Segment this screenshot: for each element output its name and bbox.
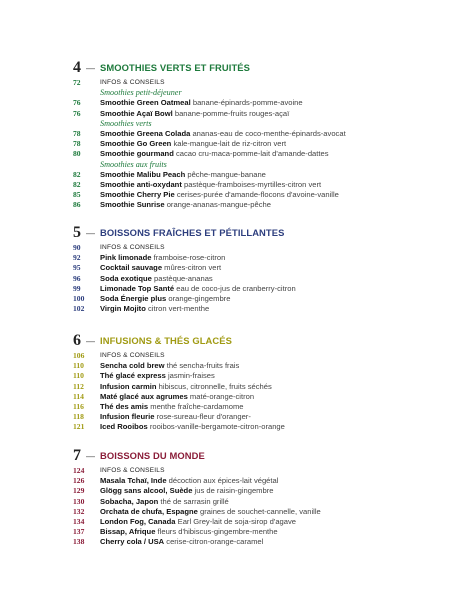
toc-entry — [0, 304, 450, 314]
toc-entry — [0, 412, 450, 422]
page-number: 100 — [73, 294, 85, 303]
section-header — [0, 448, 450, 466]
recipe-name: Limonade Top Santé — [100, 283, 175, 293]
info-entry — [0, 351, 450, 361]
recipe-name: Virgin Mojito — [100, 304, 146, 314]
recipe-name: Smoothie Malibu Peach — [100, 169, 186, 179]
entry-text — [100, 422, 285, 432]
section-dash: — — [86, 336, 95, 346]
recipe-ingredients: décoction aux épices-lait végétal — [168, 476, 279, 486]
subsection-heading — [0, 119, 450, 129]
page-number: 90 — [73, 243, 81, 252]
page-number: 95 — [73, 263, 81, 273]
recipe-name: Iced Rooibos — [100, 422, 148, 432]
recipe-ingredients: banane-épinards-pomme-avoine — [192, 98, 303, 108]
recipe-name: Smoothie Açaï Bowl — [100, 108, 173, 118]
section-dash: — — [86, 63, 95, 73]
toc-entry — [0, 402, 450, 412]
recipe-ingredients: eau de coco-jus de cranberry-citron — [176, 283, 296, 293]
entry-text — [100, 274, 213, 284]
toc-entry — [0, 139, 450, 149]
toc-entry — [0, 527, 450, 537]
recipe-ingredients: jasmin-fraises — [167, 371, 215, 381]
entry-text — [100, 170, 266, 180]
recipe-ingredients: thé sencha-fruits frais — [166, 361, 240, 371]
entry-text — [100, 476, 278, 486]
page-number: 82 — [73, 180, 81, 189]
subsection-label: Smoothies verts — [100, 118, 152, 128]
recipe-ingredients: mûres-citron vert — [164, 263, 222, 273]
entry-text — [100, 486, 273, 496]
page-number: 110 — [73, 371, 84, 381]
recipe-ingredients: ananas-eau de coco-menthe-épinards-avocat — [192, 129, 346, 138]
recipe-ingredients: graines de souchet-cannelle, vanille — [200, 506, 321, 516]
section-number: 6 — [73, 332, 81, 349]
page-number: 72 — [73, 78, 81, 87]
page-number: 85 — [73, 190, 81, 200]
entry-text — [100, 517, 296, 527]
recipe-ingredients: banane-pomme-fruits rouges-açaï — [174, 108, 290, 118]
entry-text — [100, 263, 221, 273]
recipe-name: Masala Tchaï, Inde — [100, 476, 167, 486]
toc-entry — [0, 253, 450, 263]
toc-entry — [0, 284, 450, 294]
page-number: 76 — [73, 98, 81, 108]
recipe-ingredients: kale-mangue-lait de riz-citron vert — [173, 139, 287, 149]
entry-text — [100, 527, 278, 537]
subsection-heading — [0, 160, 450, 170]
entry-text — [100, 149, 329, 159]
entry-text — [100, 284, 296, 294]
section-number: 7 — [73, 447, 81, 464]
section-header — [0, 225, 450, 243]
recipe-name: Pink limonade — [100, 253, 152, 263]
recipe-ingredients: Earl Grey-lait de soja-sirop d'agave — [177, 517, 297, 526]
info-label: INFOS & CONSEILS — [100, 467, 165, 474]
recipe-ingredients: orange-gingembre — [168, 294, 231, 303]
entry-text — [100, 129, 346, 139]
toc-entry — [0, 476, 450, 486]
page-number: 78 — [73, 139, 81, 149]
page-number: 121 — [73, 422, 85, 432]
page-number: 92 — [73, 253, 81, 263]
recipe-name: London Fog, Canada — [100, 517, 176, 526]
section-title: SMOOTHIES VERTS ET FRUITÉS — [100, 62, 251, 73]
toc-entry — [0, 274, 450, 284]
recipe-name: Infusion carmin — [100, 381, 157, 391]
recipe-ingredients: fleurs d'hibiscus-gingembre-menthe — [157, 527, 278, 537]
page-number: 126 — [73, 476, 85, 486]
page-number: 78 — [73, 129, 81, 138]
subsection-heading — [0, 88, 450, 98]
toc-entry — [0, 200, 450, 210]
recipe-name: Infusion fleurie — [100, 412, 155, 422]
recipe-name: Smoothie Go Green — [100, 139, 172, 149]
page-number: 82 — [73, 169, 81, 179]
section-dash: — — [86, 228, 95, 238]
page-number: 102 — [73, 304, 85, 314]
page-number: 96 — [73, 273, 81, 283]
page-number: 138 — [73, 537, 85, 547]
entry-text — [100, 507, 321, 517]
recipe-ingredients: orange-ananas-mangue-pêche — [166, 200, 271, 210]
toc-entry — [0, 497, 450, 507]
recipe-name: Soda exotique — [100, 273, 152, 283]
entry-text — [100, 139, 286, 149]
entry-text — [100, 412, 251, 422]
section-header — [0, 60, 450, 78]
toc-entry — [0, 190, 450, 200]
toc-entry — [0, 517, 450, 527]
info-entry — [0, 78, 450, 88]
toc-entry — [0, 294, 450, 304]
recipe-ingredients: menthe fraîche-cardamome — [150, 402, 244, 411]
entry-text — [100, 98, 303, 108]
recipe-name: Cocktail sauvage — [100, 263, 163, 273]
section-title: BOISSONS DU MONDE — [100, 450, 205, 461]
recipe-ingredients: citron vert-menthe — [147, 304, 210, 314]
section-title: BOISSONS FRAÎCHES ET PÉTILLANTES — [100, 227, 285, 238]
info-label: INFOS & CONSEILS — [100, 244, 165, 251]
recipe-name: Bissap, Afrique — [100, 527, 156, 537]
recipe-name: Smoothie Greena Colada — [100, 129, 191, 138]
toc-entry — [0, 129, 450, 139]
page-number: 134 — [73, 517, 85, 526]
page-number: 112 — [73, 381, 84, 391]
recipe-name: Maté glacé aux agrumes — [100, 391, 188, 401]
entry-text — [100, 537, 263, 547]
toc-entry — [0, 263, 450, 273]
entry-text — [100, 497, 229, 507]
entry-text — [100, 371, 215, 381]
page-number: 110 — [73, 361, 84, 371]
page-number: 124 — [73, 466, 85, 475]
toc-entry — [0, 507, 450, 517]
info-entry — [0, 466, 450, 476]
recipe-ingredients: thé de sarrasin grillé — [160, 496, 229, 506]
toc-entry — [0, 371, 450, 381]
toc-entry — [0, 382, 450, 392]
page-number: 116 — [73, 402, 84, 411]
recipe-ingredients: jus de raisin-gingembre — [194, 486, 274, 496]
recipe-name: Thé des amis — [100, 402, 149, 411]
recipe-name: Orchata de chufa, Espagne — [100, 506, 198, 516]
page-number: 137 — [73, 527, 85, 537]
recipe-name: Smoothie Cherry Pie — [100, 190, 175, 200]
recipe-ingredients: rose-sureau-fleur d'oranger- — [156, 412, 251, 422]
info-label: INFOS & CONSEILS — [100, 79, 165, 86]
entry-text — [100, 392, 254, 402]
entry-text — [100, 304, 209, 314]
recipe-name: Glögg sans alcool, Suède — [100, 486, 193, 496]
recipe-name: Soda Énergie plus — [100, 294, 167, 303]
entry-text — [100, 200, 271, 210]
page-number: 80 — [73, 149, 81, 159]
entry-text — [100, 402, 244, 412]
recipe-ingredients: pêche-mangue-banane — [187, 169, 266, 179]
recipe-ingredients: rooibos-vanille-bergamote-citron-orange — [149, 422, 285, 432]
toc-entry — [0, 180, 450, 190]
page-number: 132 — [73, 506, 85, 516]
page-number: 129 — [73, 486, 85, 496]
section-number: 4 — [73, 59, 81, 76]
recipe-name: Smoothie gourmand — [100, 149, 174, 159]
entry-text — [100, 109, 289, 119]
toc-entry — [0, 109, 450, 119]
recipe-name: Smoothie anti-oxydant — [100, 180, 182, 189]
page-number: 86 — [73, 200, 81, 210]
page-number: 130 — [73, 496, 85, 506]
toc-entry — [0, 537, 450, 547]
toc-entry — [0, 170, 450, 180]
info-label: INFOS & CONSEILS — [100, 352, 165, 359]
recipe-ingredients: hibiscus, citronnelle, fruits séchés — [158, 381, 272, 391]
entry-text — [100, 361, 239, 371]
toc-entry — [0, 149, 450, 159]
toc-entry — [0, 98, 450, 108]
recipe-name: Thé glacé express — [100, 371, 166, 381]
recipe-ingredients: pastèque-framboises-myrtilles-citron vert — [183, 180, 322, 189]
recipe-name: Cherry cola / USA — [100, 537, 165, 547]
recipe-ingredients: cacao cru-maca-pomme-lait d'amande-dattes — [175, 149, 329, 159]
entry-text — [100, 190, 339, 200]
page-number: 114 — [73, 391, 84, 401]
recipe-ingredients: cerise-citron-orange-caramel — [166, 537, 264, 547]
page-number: 99 — [73, 283, 81, 293]
section-header — [0, 333, 450, 351]
entry-text — [100, 253, 225, 263]
toc-entry — [0, 361, 450, 371]
recipe-ingredients: framboise-rose-citron — [153, 253, 226, 263]
subsection-label: Smoothies aux fruits — [100, 159, 167, 169]
section-number: 5 — [73, 224, 81, 241]
page-number: 106 — [73, 351, 85, 360]
page-number: 118 — [73, 412, 84, 422]
recipe-name: Smoothie Green Oatmeal — [100, 98, 191, 108]
recipe-ingredients: maté-orange-citron — [189, 391, 255, 401]
recipe-name: Sencha cold brew — [100, 361, 165, 371]
recipe-name: Smoothie Sunrise — [100, 200, 165, 210]
entry-text — [100, 382, 272, 392]
recipe-ingredients: pastèque-ananas — [154, 273, 213, 283]
info-entry — [0, 243, 450, 253]
toc-entry — [0, 392, 450, 402]
section-dash: — — [86, 451, 95, 461]
entry-text — [100, 180, 321, 190]
toc-entry — [0, 422, 450, 432]
toc-entry — [0, 486, 450, 496]
subsection-label: Smoothies petit-déjeuner — [100, 88, 182, 98]
recipe-ingredients: cerises-purée d'amande-flocons d'avoine-vanille — [176, 190, 339, 200]
page-number: 76 — [73, 108, 81, 118]
recipe-name: Sobacha, Japon — [100, 496, 159, 506]
section-title: INFUSIONS & THÉS GLACÉS — [100, 335, 232, 346]
entry-text — [100, 294, 230, 304]
